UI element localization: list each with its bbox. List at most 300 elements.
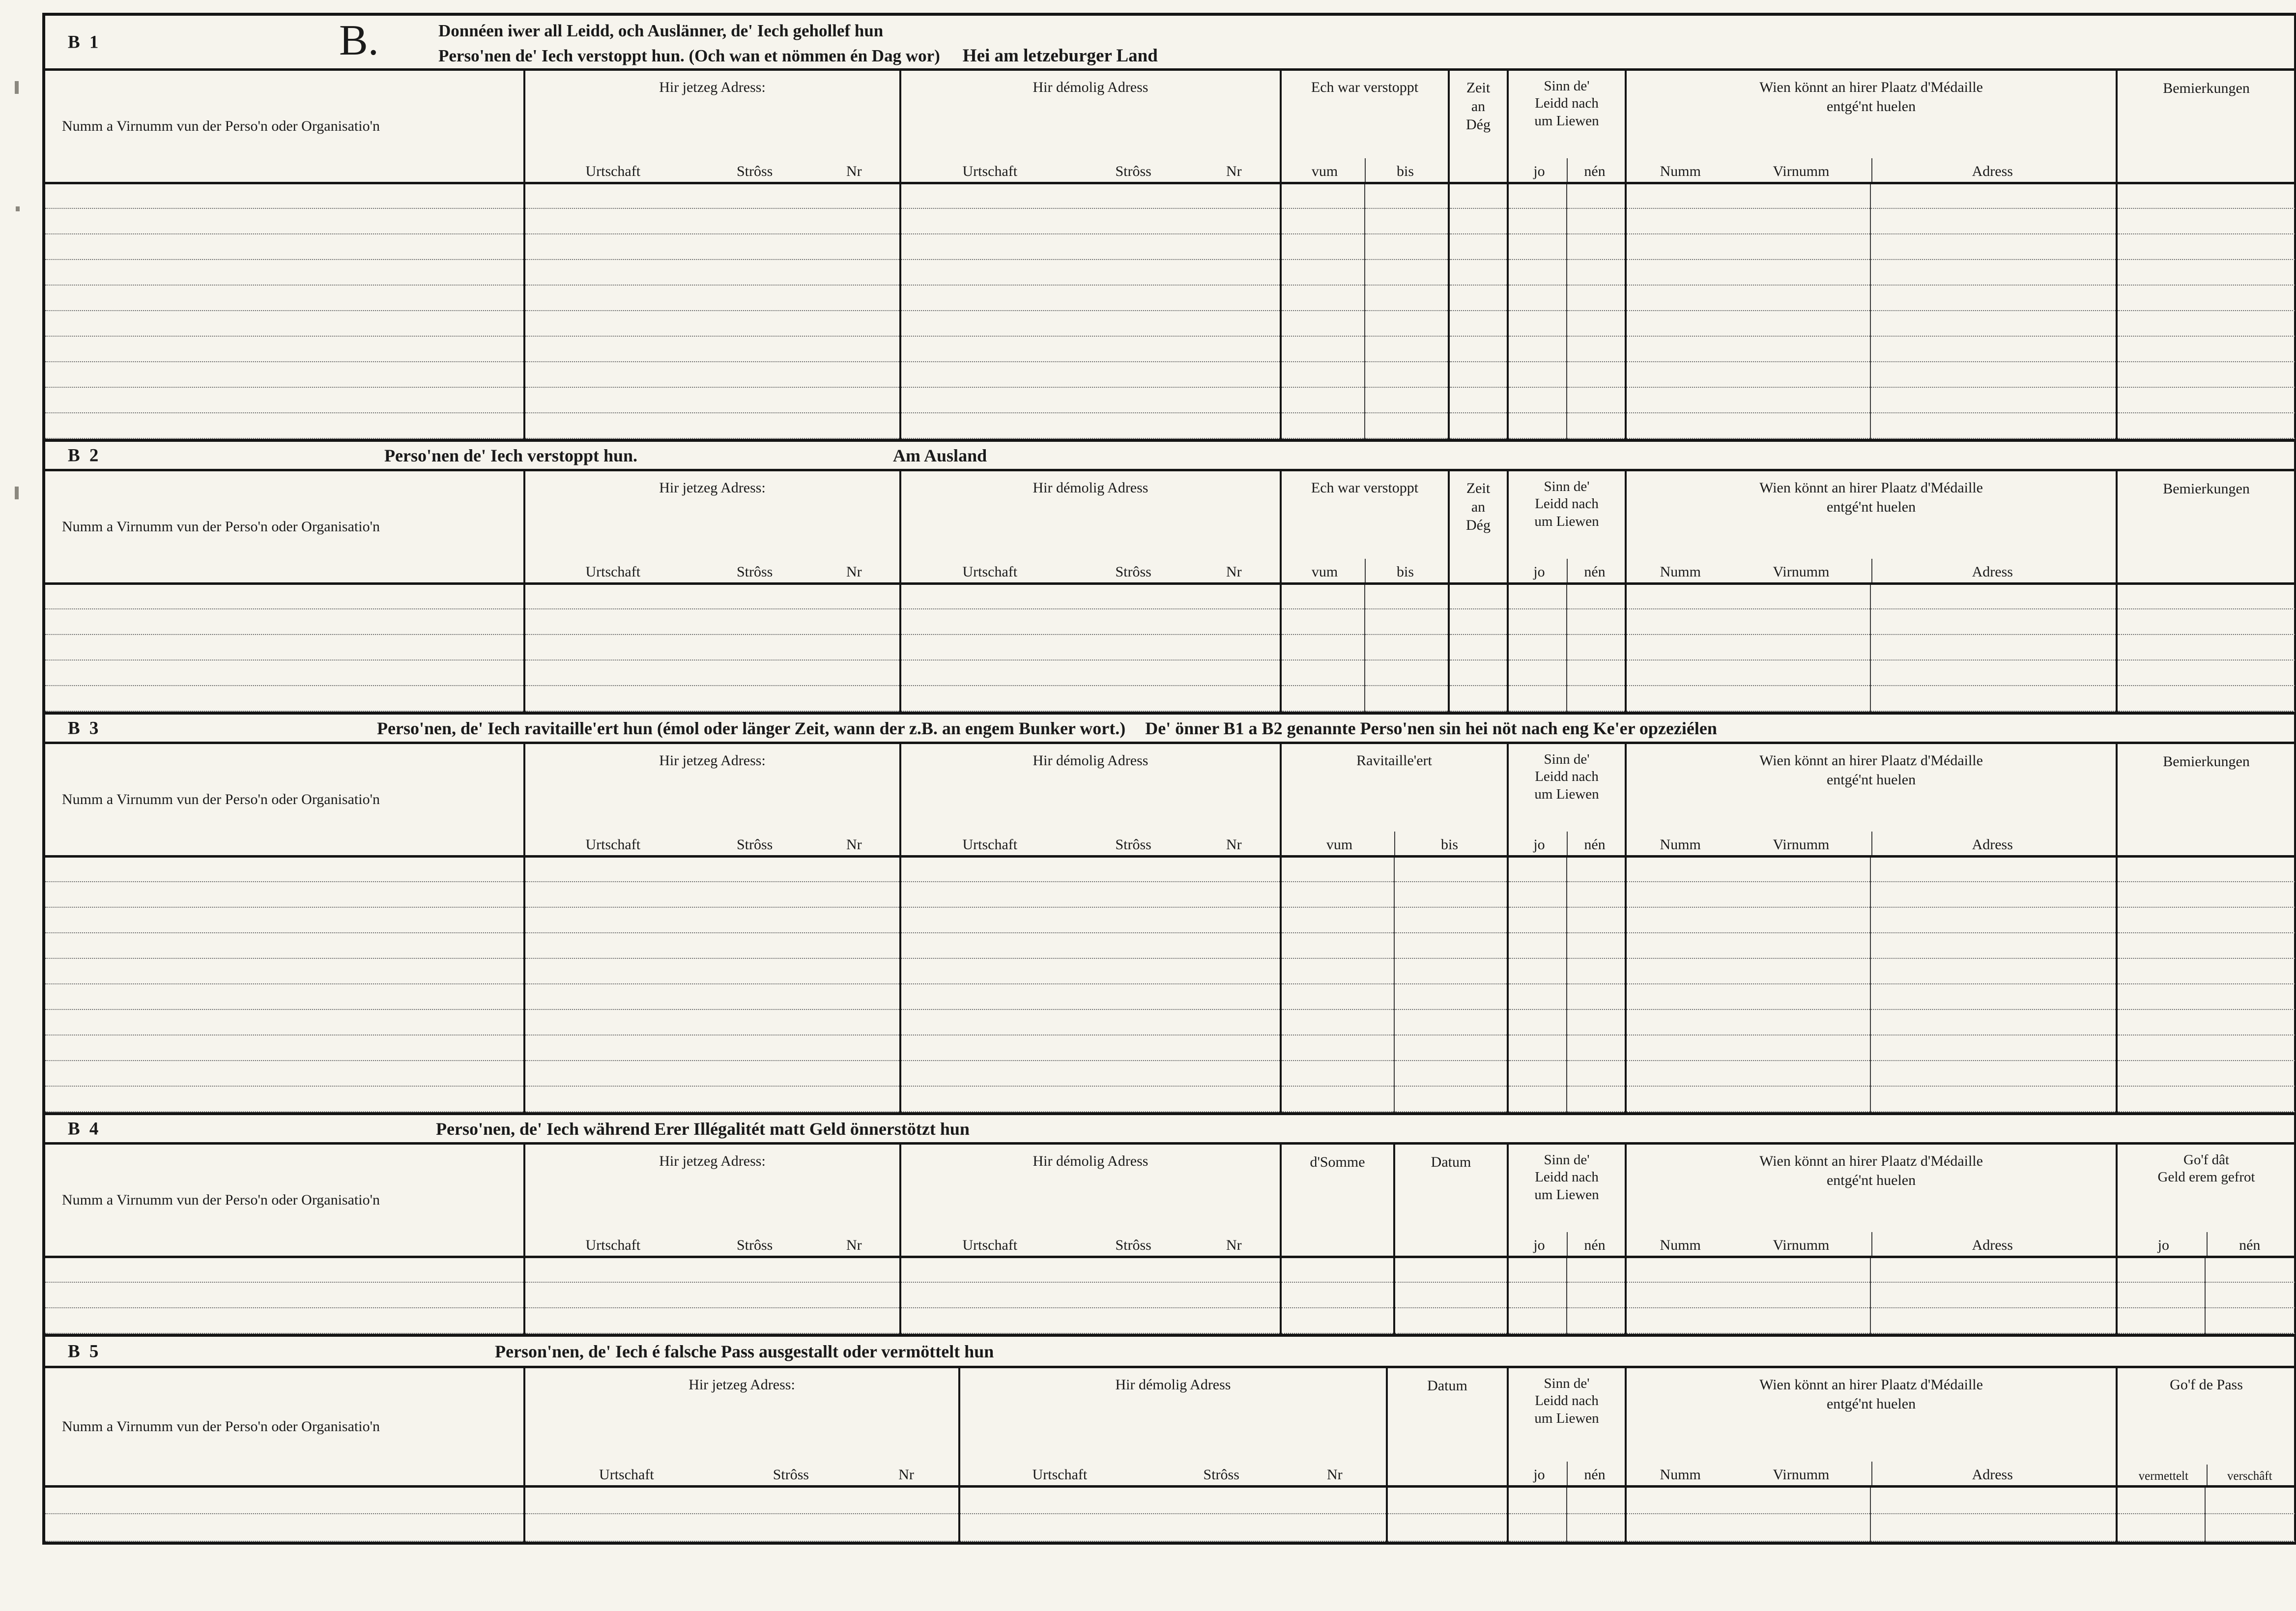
cell-vum	[1281, 1035, 1394, 1061]
cell-zeit	[1449, 583, 1508, 609]
cell-medaille-numm-virnumm	[1626, 183, 1870, 208]
verstoppt-sublabels	[1285, 158, 1445, 182]
zeit-label	[1450, 471, 1507, 535]
cell-jo	[1508, 413, 1567, 438]
cell-jo	[1508, 660, 1567, 686]
urtschaft-label: Urtschaft	[1032, 1466, 1088, 1483]
cell-medaille-adress	[1870, 311, 2117, 336]
liewen-line3: um Liewen	[1534, 1186, 1599, 1203]
cell-bis	[1365, 234, 1449, 259]
col-demolig-adress-header	[900, 744, 1281, 856]
cell-nen	[1567, 1282, 1626, 1308]
nr-label: Nr	[846, 1237, 862, 1253]
cell-demolig-adress	[900, 583, 1281, 609]
cell-jetzeg-adress	[524, 686, 900, 711]
col-verstoppt-header	[1281, 471, 1449, 583]
stross-label: Strôss	[773, 1466, 809, 1483]
cell-medaille-adress	[1870, 413, 2117, 438]
cell-name	[45, 1282, 524, 1308]
b1-empty-row	[45, 311, 2295, 336]
cell-medaille-adress	[1870, 907, 2117, 933]
vum-label: vum	[1326, 836, 1353, 853]
liewen-line2: Leidd nach	[1535, 95, 1599, 112]
cell-medaille-adress	[1870, 1514, 2117, 1541]
scan-mark	[15, 487, 19, 499]
cell-medaille-adress	[1870, 387, 2117, 413]
cell-medaille-adress	[1870, 609, 2117, 634]
cell-bis	[1365, 387, 1449, 413]
cell-bemierkungen	[2117, 208, 2295, 234]
cell-nen	[1567, 686, 1626, 711]
cell-name	[45, 583, 524, 609]
cell-bis	[1365, 208, 1449, 234]
b3-table	[45, 744, 2295, 1112]
medaille-line2: entgé'nt huelen	[1826, 98, 1916, 115]
b3-empty-row	[45, 1009, 2295, 1035]
cell-nen	[1567, 634, 1626, 660]
liewen-sublabels	[1512, 832, 1622, 855]
b5-body	[45, 1486, 2295, 1541]
col-jetzeg-adress-header	[524, 71, 900, 183]
col-name-label: Numm a Virnumm vun der Perso'n oder Organisatio'n	[62, 1192, 380, 1208]
col-name-label: Numm a Virnumm vun der Perso'n oder Organisatio'n	[62, 118, 380, 135]
cell-bis	[1394, 984, 1508, 1009]
b2-empty-row	[45, 634, 2295, 660]
cell-name	[45, 1308, 524, 1333]
zeit-line3: Dég	[1466, 517, 1491, 533]
jetzeg-adress-label: Hir jetzeg Adress:	[689, 1377, 795, 1393]
col-medaille-header	[1626, 1368, 2117, 1486]
b3-body	[45, 856, 2295, 1112]
bemierkungen-label: Bemierkungen	[2163, 80, 2250, 96]
cell-medaille-adress	[1870, 882, 2117, 907]
cell-nen	[1567, 1514, 1626, 1541]
demolig-sublabels	[904, 832, 1277, 855]
jo-label: jo	[1533, 563, 1545, 580]
cell-bis	[1394, 958, 1508, 984]
b3-title-text: Perso'nen, de' Iech ravitaille'ert hun (émol oder länger Zeit, wann der z.B. an engem Bunker wort.)	[377, 718, 1126, 738]
medaille-line1: Wien könnt an hirer Plaatz d'Médaille	[1759, 1153, 1983, 1169]
cell-medaille-adress	[1870, 1009, 2117, 1035]
pass-sublabels	[2121, 1465, 2292, 1485]
cell-jo	[1508, 183, 1567, 208]
cell-vum	[1281, 1009, 1394, 1035]
cell-jetzeg-adress	[524, 856, 900, 882]
b3-band	[45, 712, 2294, 744]
cell-nen	[1567, 583, 1626, 609]
cell-medaille-numm-virnumm	[1626, 660, 1870, 686]
col-medaille-header	[1626, 1145, 2117, 1257]
medaille-line2: entgé'nt huelen	[1826, 1396, 1916, 1412]
col-liewen-header	[1508, 471, 1626, 583]
cell-zeit	[1449, 336, 1508, 362]
cell-jetzeg-adress	[524, 1086, 900, 1112]
cell-nen	[1567, 285, 1626, 311]
cell-jo	[1508, 856, 1567, 882]
cell-medaille-numm-virnumm	[1626, 1308, 1870, 1333]
cell-name	[45, 311, 524, 336]
cell-medaille-numm-virnumm	[1626, 958, 1870, 984]
cell-bis	[1365, 413, 1449, 438]
cell-bis	[1394, 933, 1508, 958]
cell-bemierkungen	[2117, 856, 2295, 882]
cell-jetzeg-adress	[524, 285, 900, 311]
zeit-line1: Zeit	[1466, 480, 1491, 496]
vermettelt-label: vermettelt	[2138, 1469, 2188, 1483]
cell-name	[45, 1061, 524, 1086]
cell-demolig-adress	[900, 259, 1281, 285]
b4-empty-row	[45, 1282, 2295, 1308]
cell-medaille-adress	[1870, 984, 2117, 1009]
liewen-sublabels	[1512, 158, 1622, 182]
liewen-line2: Leidd nach	[1535, 769, 1599, 785]
cell-zeit	[1449, 259, 1508, 285]
cell-zeit	[1449, 387, 1508, 413]
nen-label: nén	[1567, 559, 1622, 582]
cell-name	[45, 856, 524, 882]
cell-medaille-numm-virnumm	[1626, 933, 1870, 958]
cell-nen	[1567, 933, 1626, 958]
cell-jetzeg-adress	[524, 413, 900, 438]
cell-name	[45, 413, 524, 438]
liewen-sublabels	[1512, 559, 1622, 582]
cell-vum	[1281, 634, 1365, 660]
b1-body	[45, 183, 2295, 438]
col-verstoppt-header	[1281, 71, 1449, 183]
cell-vum	[1281, 933, 1394, 958]
cell-jo	[1508, 609, 1567, 634]
jetzeg-adress-label: Hir jetzeg Adress:	[659, 480, 766, 496]
cell-nen	[1567, 336, 1626, 362]
medaille-sublabels	[1630, 559, 2113, 582]
zeit-line2: an	[1471, 98, 1486, 115]
col-bemierkungen-header	[2117, 744, 2295, 856]
liewen-sublabels	[1512, 1232, 1622, 1256]
cell-medaille-numm-virnumm	[1626, 984, 1870, 1009]
col-name-header	[45, 1145, 524, 1257]
cell-name	[45, 208, 524, 234]
cell-bemierkungen	[2117, 686, 2295, 711]
cell-demolig-adress	[959, 1486, 1387, 1514]
b1-title-line1: Donnéen iwer all Leidd, och Auslänner, de' Iech gehollef hun	[438, 21, 884, 40]
b1-section-label: B 1	[68, 32, 101, 52]
cell-medaille-numm-virnumm	[1626, 311, 1870, 336]
medaille-sublabels	[1630, 1462, 2113, 1485]
medaille-line1: Wien könnt an hirer Plaatz d'Médaille	[1759, 1377, 1983, 1393]
jetzeg-sublabels	[528, 158, 896, 182]
stross-label: Strôss	[1115, 836, 1151, 853]
form-b	[42, 13, 2296, 1545]
col-somme-header	[1281, 1145, 1394, 1257]
cell-bis	[1394, 907, 1508, 933]
cell-medaille-numm-virnumm	[1626, 336, 1870, 362]
cell-jetzeg-adress	[524, 583, 900, 609]
b1-title-suffix: Hei am letzeburger Land	[962, 45, 1158, 66]
liewen-line1: Sinn de'	[1544, 479, 1590, 494]
cell-demolig-adress	[900, 1257, 1281, 1282]
col-liewen-header	[1508, 1368, 1626, 1486]
cell-bis	[1365, 362, 1449, 387]
verstoppt-sublabels	[1285, 559, 1445, 582]
cell-bis	[1394, 1009, 1508, 1035]
cell-bemierkungen	[2117, 1009, 2295, 1035]
col-medaille-header	[1626, 744, 2117, 856]
cell-jetzeg-adress	[524, 1282, 900, 1308]
virnumm-label: Virnumm	[1773, 1237, 1830, 1253]
b1-empty-row	[45, 362, 2295, 387]
cell-medaille-numm-virnumm	[1626, 1035, 1870, 1061]
vum-label: vum	[1311, 163, 1338, 179]
jo-label: jo	[1533, 1466, 1545, 1483]
cell-jetzeg-adress	[524, 1009, 900, 1035]
cell-vum	[1281, 362, 1365, 387]
jo-label: jo	[1533, 1237, 1545, 1253]
cell-demolig-adress	[900, 1035, 1281, 1061]
cell-somme	[1281, 1308, 1394, 1333]
b3-title	[377, 718, 1717, 739]
cell-bemierkungen	[2117, 1061, 2295, 1086]
cell-bemierkungen	[2117, 362, 2295, 387]
liewen-line2: Leidd nach	[1535, 1169, 1599, 1185]
col-ravitailleert-header	[1281, 744, 1508, 856]
cell-jo	[1508, 234, 1567, 259]
numm-label: Numm	[1660, 163, 1701, 179]
jetzeg-sublabels	[528, 832, 896, 855]
col-geld-gefrot-header	[2117, 1145, 2295, 1257]
liewen-label	[1512, 1151, 1622, 1204]
cell-somme	[1281, 1257, 1394, 1282]
cell-name	[45, 183, 524, 208]
cell-datum	[1387, 1486, 1508, 1514]
cell-jetzeg-adress	[524, 1257, 900, 1282]
liewen-line3: um Liewen	[1534, 513, 1599, 529]
datum-label: Datum	[1427, 1378, 1467, 1394]
cell-bemierkungen	[2117, 958, 2295, 984]
urtschaft-label: Urtschaft	[962, 1237, 1018, 1253]
medaille-label	[1630, 1151, 2113, 1190]
cell-somme	[1281, 1282, 1394, 1308]
cell-medaille-adress	[1870, 1282, 2117, 1308]
b1-title-line2-text: Perso'nen de' Iech verstoppt hun. (Och wan et nömmen én Dag wor)	[438, 46, 940, 65]
cell-geld-jo	[2117, 1257, 2205, 1282]
cell-bis	[1394, 1061, 1508, 1086]
cell-demolig-adress	[900, 1308, 1281, 1333]
geld-gefrot-line2: Geld erem gefrot	[2157, 1169, 2255, 1185]
cell-medaille-adress	[1870, 1061, 2117, 1086]
cell-medaille-numm-virnumm	[1626, 1486, 1870, 1514]
cell-name	[45, 387, 524, 413]
urtschaft-label: Urtschaft	[962, 836, 1018, 853]
col-bemierkungen-header	[2117, 71, 2295, 183]
jetzeg-adress-label: Hir jetzeg Adress:	[659, 1153, 766, 1169]
adress-label: Adress	[1871, 1462, 2113, 1485]
col-demolig-adress-header	[959, 1368, 1387, 1486]
cell-bemierkungen	[2117, 1035, 2295, 1061]
cell-medaille-adress	[1870, 1257, 2117, 1282]
ravitailleert-label: Ravitaille'ert	[1356, 752, 1432, 769]
cell-nen	[1567, 1257, 1626, 1282]
cell-bemierkungen	[2117, 634, 2295, 660]
cell-bis	[1365, 609, 1449, 634]
cell-jo	[1508, 311, 1567, 336]
geld-gefrot-sublabels	[2121, 1232, 2292, 1256]
cell-jo	[1508, 336, 1567, 362]
cell-name	[45, 362, 524, 387]
geld-gefrot-line1: Go'f dât	[2183, 1152, 2230, 1168]
jetzeg-adress-label: Hir jetzeg Adress:	[659, 79, 766, 95]
cell-medaille-adress	[1870, 234, 2117, 259]
nr-label: Nr	[846, 163, 862, 179]
cell-jetzeg-adress	[524, 1061, 900, 1086]
adress-label: Adress	[1871, 832, 2113, 855]
col-name-label: Numm a Virnumm vun der Perso'n oder Organisatio'n	[62, 791, 380, 808]
b1-empty-row	[45, 183, 2295, 208]
b4-header-row	[45, 1145, 2295, 1257]
cell-medaille-adress	[1870, 1308, 2117, 1333]
urtschaft-label: Urtschaft	[599, 1466, 654, 1483]
cell-jetzeg-adress	[524, 933, 900, 958]
medaille-line2: entgé'nt huelen	[1826, 499, 1916, 515]
cell-vum	[1281, 882, 1394, 907]
cell-name	[45, 1009, 524, 1035]
cell-jetzeg-adress	[524, 1514, 959, 1541]
b1-title-line2	[438, 43, 1158, 69]
nen-label: nén	[1567, 158, 1622, 182]
cell-bis	[1365, 259, 1449, 285]
cell-geld-jo	[2117, 1308, 2205, 1333]
col-jetzeg-adress-header	[524, 744, 900, 856]
b2-section-label: B 2	[68, 445, 101, 465]
b1-empty-row	[45, 285, 2295, 311]
b3-empty-row	[45, 856, 2295, 882]
urtschaft-label: Urtschaft	[585, 163, 641, 179]
cell-bis	[1365, 336, 1449, 362]
cell-medaille-adress	[1870, 362, 2117, 387]
b2-empty-row	[45, 660, 2295, 686]
cell-vum	[1281, 686, 1365, 711]
cell-vum	[1281, 234, 1365, 259]
cell-jetzeg-adress	[524, 183, 900, 208]
b2-band	[45, 439, 2294, 471]
nen-label: nén	[1567, 1232, 1622, 1256]
liewen-line1: Sinn de'	[1544, 1376, 1590, 1391]
stross-label: Strôss	[736, 163, 773, 179]
bis-label: bis	[1394, 832, 1504, 855]
b5-empty-row	[45, 1486, 2295, 1514]
cell-jetzeg-adress	[524, 362, 900, 387]
cell-vum	[1281, 907, 1394, 933]
b4-band	[45, 1112, 2294, 1145]
numm-label: Numm	[1660, 1237, 1701, 1253]
cell-zeit	[1449, 413, 1508, 438]
col-liewen-header	[1508, 1145, 1626, 1257]
cell-vum	[1281, 208, 1365, 234]
cell-demolig-adress	[900, 933, 1281, 958]
cell-jetzeg-adress	[524, 984, 900, 1009]
medaille-sublabels	[1630, 832, 2113, 855]
b3-empty-row	[45, 1061, 2295, 1086]
jetzeg-sublabels	[528, 1232, 896, 1256]
medaille-sublabels	[1630, 158, 2113, 182]
nr-label: Nr	[846, 563, 862, 580]
cell-demolig-adress	[959, 1514, 1387, 1541]
cell-bemierkungen	[2117, 660, 2295, 686]
cell-demolig-adress	[900, 907, 1281, 933]
cell-datum	[1394, 1257, 1508, 1282]
nr-label: Nr	[1226, 163, 1242, 179]
medaille-line2: entgé'nt huelen	[1826, 772, 1916, 788]
cell-demolig-adress	[900, 609, 1281, 634]
cell-vum	[1281, 311, 1365, 336]
numm-label: Numm	[1660, 1466, 1701, 1483]
stross-label: Strôss	[736, 1237, 773, 1253]
b1-empty-row	[45, 413, 2295, 438]
b5-table	[45, 1368, 2295, 1542]
cell-medaille-numm-virnumm	[1626, 387, 1870, 413]
cell-demolig-adress	[900, 882, 1281, 907]
liewen-line2: Leidd nach	[1535, 496, 1599, 512]
cell-demolig-adress	[900, 336, 1281, 362]
cell-medaille-adress	[1870, 686, 2117, 711]
cell-name	[45, 1486, 524, 1514]
b2-title	[384, 445, 987, 466]
demolig-adress-label: Hir démolig Adress	[1033, 480, 1148, 496]
b2-table	[45, 471, 2295, 712]
numm-label: Numm	[1660, 563, 1701, 580]
demolig-sublabels	[904, 559, 1277, 582]
cell-name	[45, 958, 524, 984]
cell-name	[45, 234, 524, 259]
cell-bemierkungen	[2117, 583, 2295, 609]
demolig-sublabels	[963, 1462, 1383, 1485]
b2-body	[45, 583, 2295, 711]
cell-jo	[1508, 1061, 1567, 1086]
cell-bis	[1365, 660, 1449, 686]
col-demolig-adress-header	[900, 471, 1281, 583]
cell-bemierkungen	[2117, 285, 2295, 311]
b1-table	[45, 71, 2295, 439]
verschaft-label: verschâft	[2207, 1465, 2293, 1485]
cell-datum	[1394, 1282, 1508, 1308]
cell-jo	[1508, 362, 1567, 387]
b3-empty-row	[45, 907, 2295, 933]
demolig-sublabels	[904, 1232, 1277, 1256]
cell-name	[45, 933, 524, 958]
b5-band	[45, 1334, 2294, 1368]
cell-jo	[1508, 984, 1567, 1009]
cell-name	[45, 1086, 524, 1112]
b2-header	[45, 471, 2295, 583]
cell-jetzeg-adress	[524, 907, 900, 933]
b4-table	[45, 1145, 2295, 1334]
cell-medaille-adress	[1870, 958, 2117, 984]
virnumm-label: Virnumm	[1773, 163, 1830, 179]
cell-geld-nen	[2205, 1257, 2295, 1282]
stross-label: Strôss	[1115, 563, 1151, 580]
cell-nen	[1567, 984, 1626, 1009]
cell-demolig-adress	[900, 208, 1281, 234]
urtschaft-label: Urtschaft	[585, 836, 641, 853]
cell-vum	[1281, 609, 1365, 634]
b1-band	[45, 16, 2294, 71]
cell-medaille-adress	[1870, 259, 2117, 285]
cell-vum	[1281, 1086, 1394, 1112]
verstoppt-label: Ech war verstoppt	[1311, 79, 1419, 95]
cell-jo	[1508, 1257, 1567, 1282]
bemierkungen-label: Bemierkungen	[2163, 481, 2250, 497]
liewen-label	[1512, 78, 1622, 130]
bis-label: bis	[1365, 158, 1445, 182]
